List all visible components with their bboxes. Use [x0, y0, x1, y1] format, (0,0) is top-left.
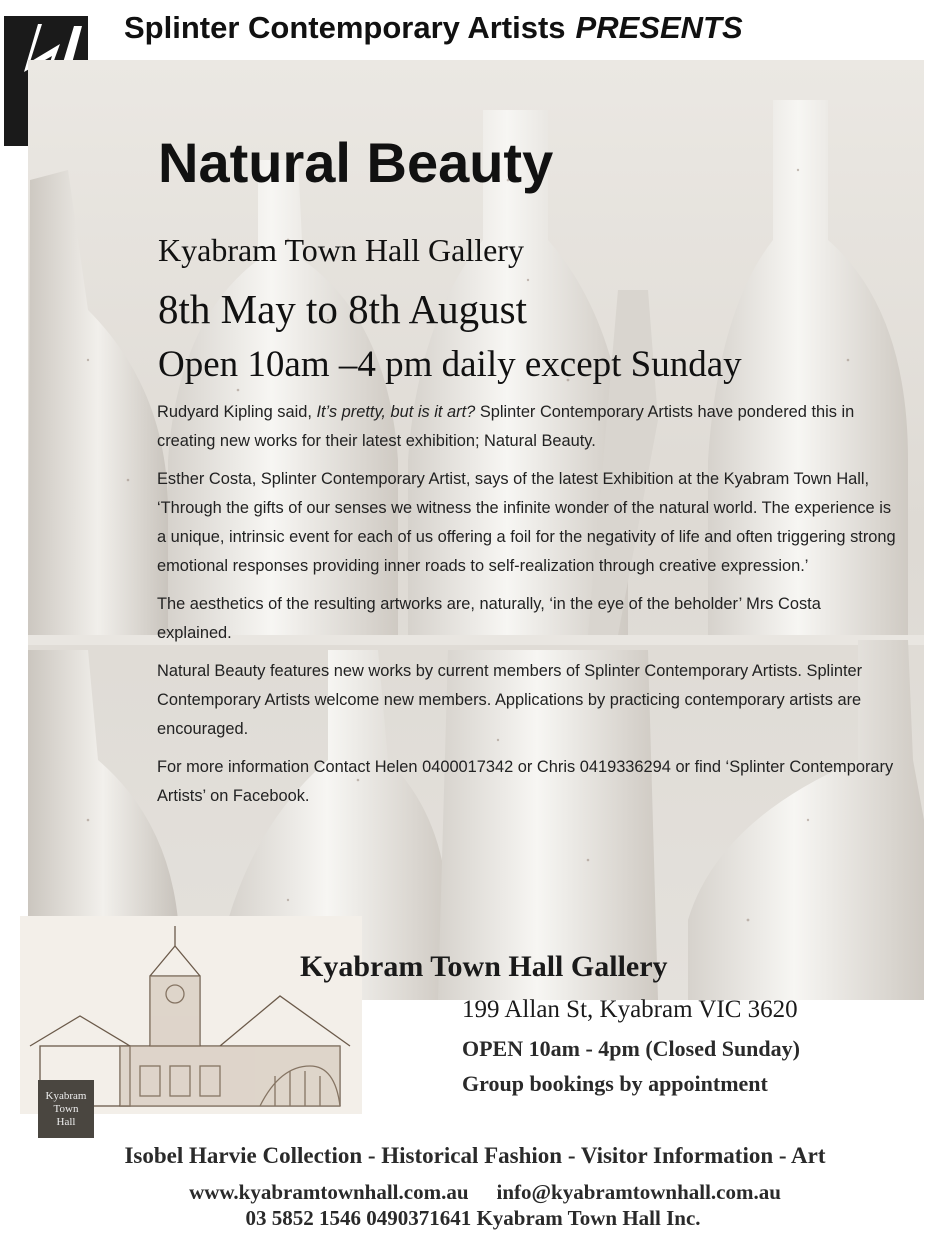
- kipling-quote: It’s pretty, but is it art?: [316, 403, 476, 421]
- gallery-name: Kyabram Town Hall Gallery: [300, 950, 668, 983]
- services-line: Isobel Harvie Collection - Historical Fashion - Visitor Information - Art: [124, 1143, 826, 1168]
- paragraph: Rudyard Kipling said, It’s pretty, but is it art? Splinter Contemporary Artists have pondered this in creating new works for their latest exhibition; Natural Beauty.: [157, 403, 855, 450]
- gallery-open-hours: OPEN 10am - 4pm (Closed Sunday): [462, 1036, 800, 1061]
- group-bookings: Group bookings by appointment: [462, 1071, 768, 1096]
- exhibition-dates: 8th May to 8th August: [158, 286, 528, 332]
- org-name: Splinter Contemporary Artists: [124, 10, 566, 45]
- exhibition-title: Natural Beauty: [158, 131, 554, 194]
- email-link[interactable]: info@kyabramtownhall.com.au: [496, 1180, 781, 1204]
- contact-web-line: [20, 1180, 930, 1205]
- paragraph: Natural Beauty features new works by current members of Splinter Contemporary Artists. Splinter Contemporary Artists welcome new members. Applications by practicing contemporary artists are encouraged.: [157, 662, 863, 738]
- website-link[interactable]: www.kyabramtownhall.com.au: [189, 1180, 469, 1204]
- paragraph: The aesthetics of the resulting artworks are, naturally, ‘in the eye of the beholder’ Mrs Costa explained.: [157, 595, 821, 642]
- body-text: [157, 398, 897, 820]
- opening-hours: Open 10am –4 pm daily except Sunday: [158, 344, 742, 385]
- gallery-address: 199 Allan St, Kyabram VIC 3620: [462, 996, 798, 1023]
- presenter-header: [124, 10, 743, 46]
- presents-label: PRESENTS: [575, 10, 743, 45]
- paragraph: Esther Costa, Splinter Contemporary Artist, says of the latest Exhibition at the Kyabram Town Hall, ‘Through the gifts of our senses we witness the infinite wonder of the natural world. The experience is a unique, intrinsic event for each of us offering a foil for the negativity of life and often triggering strong emotional responses providing inner roads to self-realization through creative expression.’: [157, 470, 896, 575]
- venue-name: Kyabram Town Hall Gallery: [158, 232, 524, 268]
- phone-line: 03 5852 1546 0490371641 Kyabram Town Hall Inc.: [245, 1206, 701, 1230]
- town-hall-badge: Kyabram Town Hall: [38, 1080, 94, 1138]
- contact-paragraph: For more information Contact Helen 0400017342 or Chris 0419336294 or find ‘Splinter Contemporary Artists’ on Facebook.: [157, 758, 894, 805]
